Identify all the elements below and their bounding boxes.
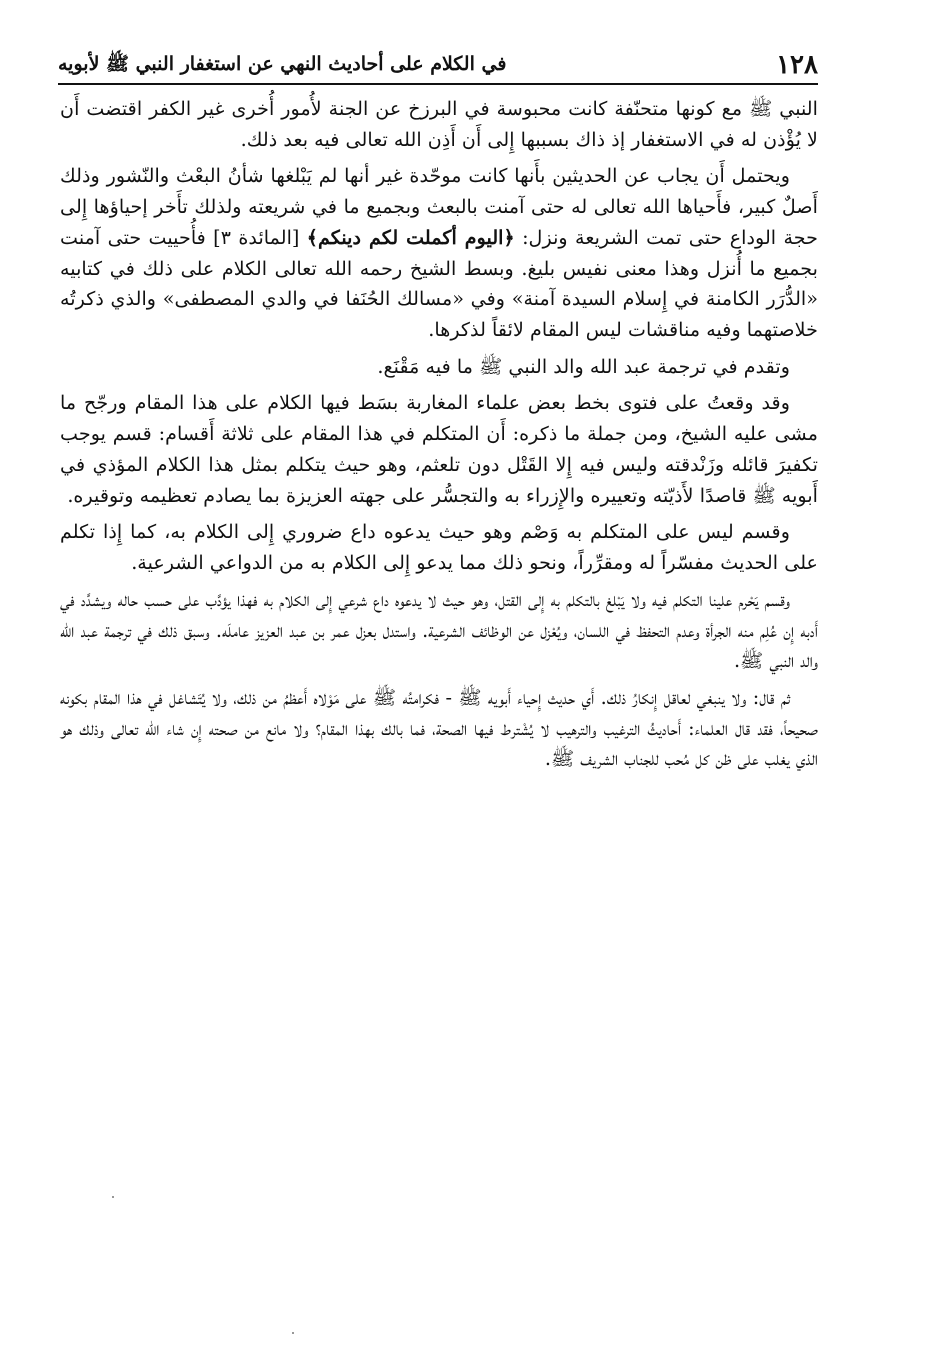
paragraph-6: وقسم يَحْرم علينا التكلم فيه ولا يَبْلغ بالتكلم به إِلى القتل، وهو حيث لا يدعوه داع شرعي إِلى الكلام به فهذا يؤدَّب على حسب حاله ويشدَّد في أَدبه إِن عُلِم منه الجرأة وعدم التحفظ في اللسان، ويُعْزل عن الوظائف الشرعية. واستدل بعزل عمر بن عبد العزيز عاملَه. وسبق ذلك في ترجمة عبد الله والد النبي ﷺ. xyxy=(60,587,818,673)
paragraph-1: النبي ﷺ مع كونها متحنّفة كانت محبوسة في البرزخ عن الجنة لأُمور أُخرى غير الكفر اقتضت أَن لا يُؤْذن له في الاستغفار إذ ذاك بسببها إِلى أَن أَذِن الله تعالى فيه بعد ذلك. xyxy=(60,97,818,151)
running-title: في الكلام على أحاديث النهي عن استغفار النبي ﷺ لأبويه xyxy=(58,53,507,75)
scan-speck xyxy=(292,1332,294,1334)
page-header xyxy=(58,36,818,84)
paragraph-7: ثم قال: ولا ينبغي لعاقل إِنكارُ ذلك. أَي حديث إِحياء أَبويه ﷺ - فكرامتُه ﷺ على مَوْلاه أَعظمُ من ذلك، ولا يُتَشاغل في هذا المقام بكونه صحيحاً، فقد قال العلماء: أَحاديثُ الترغيب والترهيب لا يُشْترط فيها الصحة، فما بالك بهذا المقام؟ ولا مانع من صحته إِن شاء الله تعالى وذلك هو الذي يغلب على ظن كل مُحب للجناب الشريف ﷺ. xyxy=(60,685,818,771)
page-body xyxy=(60,94,818,781)
page-number: ١٢٨ xyxy=(776,50,818,80)
paragraph-2 xyxy=(60,161,818,345)
scan-speck xyxy=(112,1196,114,1198)
header-divider xyxy=(58,83,818,85)
paragraph-2-before: ويحتمل أَن يجاب عن الحديثين بأَنها كانت موحّدة غير أنها لم يَبْلغها شأنُ البعْث والنّشور وذلك أَصلٌ كبير، فأَحياها الله تعالى له حتى آمنت بالبعث وبجميع ما في شريعته ولذلك تأَخر إحياؤها إِلى حجة الوداع حتى تمت الشريعة ونزل: xyxy=(60,164,818,249)
paragraph-3: وتقدم في ترجمة عبد الله والد النبي ﷺ ما فيه مَقْنَع. xyxy=(377,354,790,378)
paragraph-2-after: [المائدة ٣] فأُحييت حتى آمنت بجميع ما أُنزل وهذا معنى نفيس بليغ. وبسط الشيخ رحمه الله تعالى الكلام على ذلك في كتابيه «الدُّرَر الكامنة في إِسلام السيدة آمنة» وفي «مسالك الحُنَفا في والدي المصطفى» والذي ذكرتُه خلاصتهما وفيه مناقشات ليس المقام لائقاً لذكرها. xyxy=(60,225,818,342)
quran-verse: ﴿اليوم أكملت لكم دينكم﴾ xyxy=(306,225,515,249)
paragraph-4: وقد وقعتُ على فتوى بخط بعض علماء المغاربة بسَط فيها الكلام على هذا المقام ورجّح ما مشى عليه الشيخ، ومن جملة ما ذكره: أَن المتكلم في هذا المقام على ثلاثة أَقسام: قسم يوجب تكفيرَ قائله وزَنْدقته وليس فيه إِلا القَتْل دون تلعثم، وهو حيث يتكلم بمثل هذا الكلام المؤذي في أَبويه ﷺ قاصدًا لأَذيّته وتعييره والإِزراء به والتجسُّر على جهته العزيزة بما يصادم تعظيمه وتوقيره. xyxy=(60,391,818,507)
paragraph-5: وقسم ليس على المتكلم به وَصْم وهو حيث يدعوه داع ضروري إِلى الكلام به، كما إِذا تكلم على الحديث مفسّراً له ومقرِّراً، ونحو ذلك مما يدعو إِلى الكلام به من الدواعي الشرعية. xyxy=(60,520,818,575)
